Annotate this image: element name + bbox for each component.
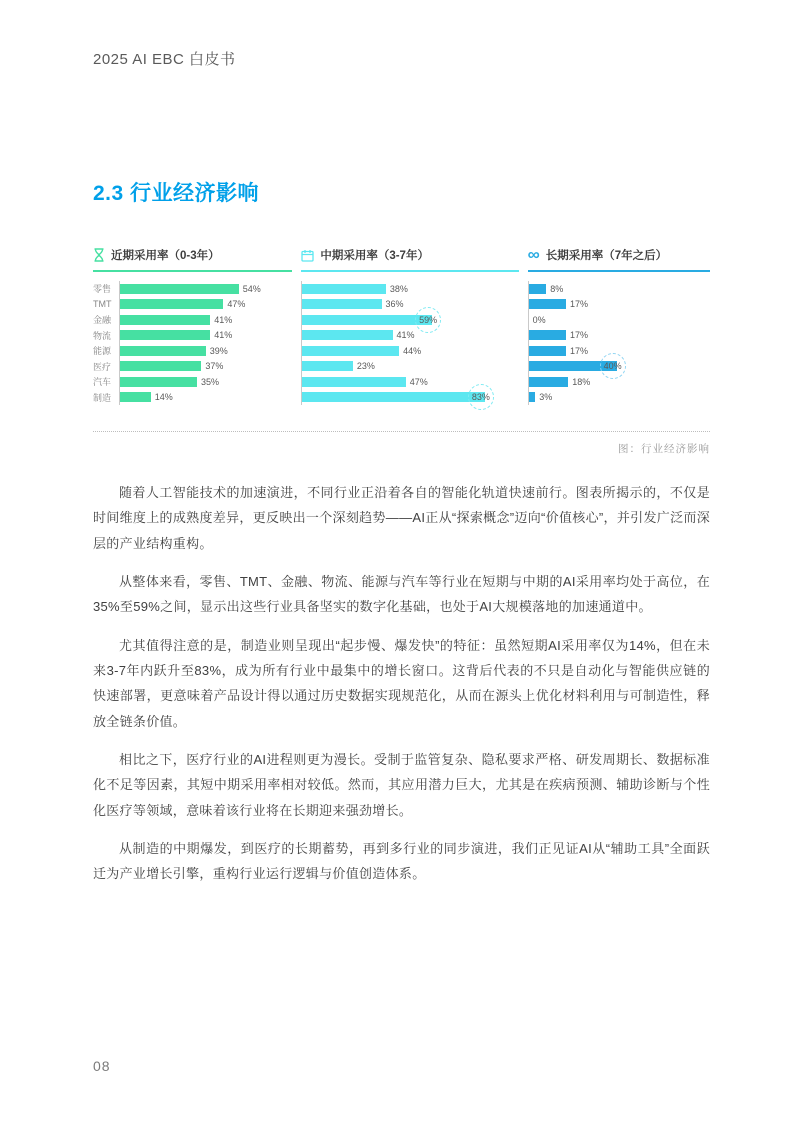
chart-row (301, 281, 518, 297)
value-label: 8% (550, 283, 564, 294)
value-label: 54% (242, 283, 261, 294)
value-label: 37% (205, 361, 224, 372)
value-label: 41% (396, 330, 415, 341)
chart-row (528, 312, 710, 328)
chart-row (301, 343, 518, 359)
bar (529, 392, 536, 402)
value-label: 41% (214, 330, 233, 341)
value-label: 23% (356, 361, 375, 372)
chart-row (528, 328, 710, 344)
body-text (93, 480, 710, 887)
legend-label: 中期采用率（3-7年） (320, 250, 429, 262)
value-label: 36% (385, 299, 404, 310)
chart-row (301, 390, 518, 406)
bar (120, 299, 223, 309)
value-label: 59% (415, 307, 441, 333)
figure-caption: 图：行业经济影响 (618, 443, 710, 455)
bar (120, 361, 201, 371)
category-label: 零售 (93, 284, 112, 295)
bar (120, 377, 197, 387)
chart-row (528, 297, 710, 313)
value-label: 44% (403, 345, 422, 356)
chart-row (93, 343, 292, 359)
chart-row (93, 281, 292, 297)
legend-near-term (93, 247, 292, 272)
bar (302, 346, 399, 356)
paragraph: 尤其值得注意的是，制造业则呈现出“起步慢、爆发快”的特征：虽然短期AI采用率仅为14%，但在未来3-7年内跃升至83%，成为所有行业中最集中的增长窗口。这背后代表的不只是自动化与智能供应链的快速部署，更意味着产品设计得以通过历史数据实现规范化，从而在源头上优化材料利用与可制造性，释放全链条价值。 (93, 637, 710, 729)
category-label: 金融 (93, 315, 112, 326)
chart-row (301, 359, 518, 375)
legend-mid-term (301, 247, 518, 272)
page-number: 08 (93, 1058, 111, 1074)
value-label: 17% (570, 299, 589, 310)
bar (302, 392, 485, 402)
bar (529, 377, 569, 387)
bar (302, 330, 392, 340)
bar (302, 361, 353, 371)
chart-panel-near-term (93, 247, 292, 405)
section-title: 2.3 行业经济影响 (93, 182, 260, 205)
chart-panel-mid-term (301, 247, 518, 405)
chart-row (301, 297, 518, 313)
bar (120, 315, 210, 325)
value-label: 0% (532, 314, 546, 325)
bar-rows (301, 281, 518, 405)
chart-row (93, 359, 292, 375)
category-label: TMT (93, 299, 112, 310)
value-label: 41% (214, 314, 233, 325)
chart-row (93, 328, 292, 344)
bar (120, 284, 239, 294)
category-label: 汽车 (93, 377, 112, 388)
category-label: 物流 (93, 330, 112, 341)
legend-label: 近期采用率（0-3年） (111, 250, 220, 262)
legend-label: 长期采用率（7年之后） (545, 250, 668, 262)
bar (302, 377, 405, 387)
category-label: 医疗 (93, 361, 112, 372)
bar (529, 284, 547, 294)
paragraph: 相比之下，医疗行业的AI进程则更为漫长。受制于监管复杂、隐私要求严格、研发周期长、数据标准化不足等因素，其短中期采用率相对较低。然而，其应用潜力巨大，尤其是在疾病预测、辅助诊断与个性化医疗等领域，意味着该行业将在长期迎来强劲增长。 (93, 752, 710, 818)
hourglass-icon (93, 248, 105, 262)
calendar-icon (301, 249, 314, 262)
paragraph: 从整体来看，零售、TMT、金融、物流、能源与汽车等行业在短期与中期的AI采用率均处于高位，在35%至59%之间，显示出这些行业具备坚实的数字化基础，也处于AI大规模落地的加速通道中。 (93, 574, 710, 615)
category-label: 能源 (93, 346, 112, 357)
value-label: 17% (570, 345, 589, 356)
industry-adoption-chart (93, 247, 710, 405)
figure-divider (93, 431, 710, 432)
chart-row (93, 312, 292, 328)
bar-rows (528, 281, 710, 405)
value-label: 3% (539, 392, 553, 403)
value-label: 17% (570, 330, 589, 341)
chart-row (528, 390, 710, 406)
paragraph: 从制造的中期爆发，到医疗的长期蓄势，再到多行业的同步演进，我们正见证AI从“辅助工具”全面跃迁为产业增长引擎，重构行业运行逻辑与价值创造体系。 (93, 841, 710, 882)
bar-rows (93, 281, 292, 405)
chart-row (528, 281, 710, 297)
chart-row (528, 359, 710, 375)
chart-row (93, 297, 292, 313)
bar (302, 299, 381, 309)
bar (120, 330, 210, 340)
bar (302, 284, 386, 294)
document-header: 2025 AI EBC 白皮书 (93, 51, 236, 68)
bar (302, 315, 432, 325)
bar (120, 392, 151, 402)
value-label: 38% (389, 283, 408, 294)
value-label: 35% (201, 376, 220, 387)
category-label: 制造 (93, 392, 112, 403)
value-label: 14% (154, 392, 173, 403)
bar (529, 346, 566, 356)
bar (120, 346, 206, 356)
value-label: 47% (227, 299, 246, 310)
chart-row (93, 390, 292, 406)
value-label: 47% (409, 376, 428, 387)
chart-row (93, 374, 292, 390)
chart-panel-long-term (528, 247, 710, 405)
value-label: 83% (468, 384, 494, 410)
bar (529, 299, 566, 309)
value-label: 40% (600, 353, 626, 379)
value-label: 18% (572, 376, 591, 387)
legend-long-term (528, 247, 710, 272)
paragraph: 随着人工智能技术的加速演进，不同行业正沿着各自的智能化轨道快速前行。图表所揭示的，不仅是时间维度上的成熟度差异，更反映出一个深刻趋势——AI正从“探索概念”迈向“价值核心”，并引发广泛而深层的产业结构重构。 (93, 485, 710, 551)
value-label: 39% (209, 345, 228, 356)
chart-row (301, 312, 518, 328)
infinity-icon: ∞ (527, 245, 540, 264)
chart-row (301, 328, 518, 344)
bar (529, 330, 566, 340)
